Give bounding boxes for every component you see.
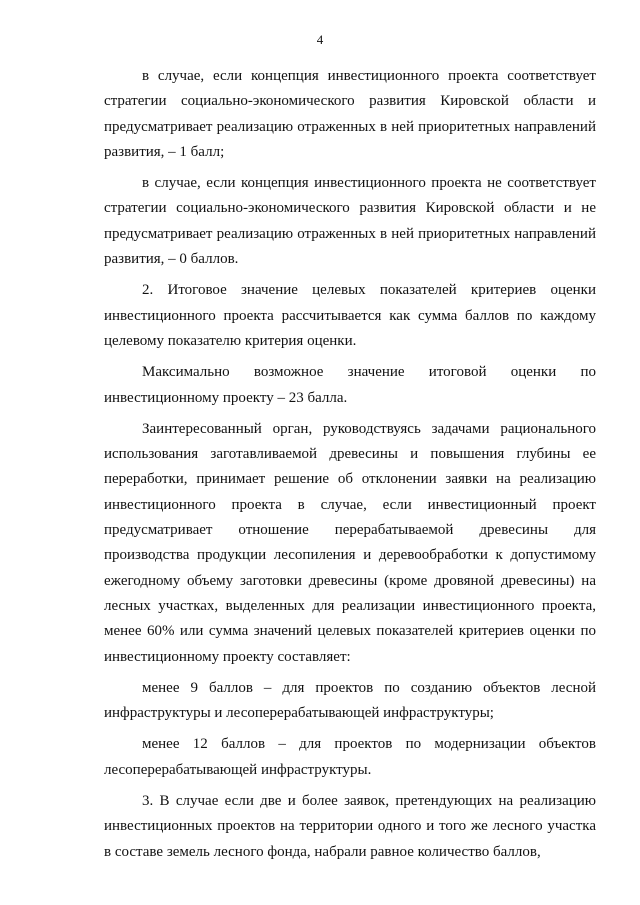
paragraph-threshold-infrastructure: менее 9 баллов – для проектов по созданию объектов лесной инфраструктуры и лесоперерабатывающей инфраструктуры; xyxy=(104,679,596,722)
page-number: 4 xyxy=(316,32,324,47)
paragraph-section-2: 2. Итоговое значение целевых показателей критериев оценки инвестиционного проекта рассчитывается как сумма баллов по каждому целевому показателю критерия оценки. xyxy=(104,282,596,349)
paragraph-criterion-0-points: в случае, если концепция инвестиционного проекта не соответствует стратегии социально-экономического развития Кировской области и не предусматривает реализацию отраженных в ней приоритетных направлений развития, – 0 баллов. xyxy=(104,175,596,268)
paragraph-max-score: Максимально возможное значение итоговой оценки по инвестиционному проекту – 23 балла. xyxy=(104,364,596,406)
paragraph-threshold-modernization: менее 12 баллов – для проектов по модернизации объектов лесоперерабатывающей инфраструктуры. xyxy=(104,736,596,778)
paragraph-rejection-rule: Заинтересованный орган, руководствуясь задачами рационального использования заготавливаемой древесины и повышения глубины ее переработки, принимает решение об отклонении заявки на реализацию инвестиционного проекта в случае, если инвестиционный проект предусматривает отношение перерабатываемой древесины для производства продукции лесопиления и деревообработки к допустимому ежегодному объему заготовки древесины (кроме дровяной древесины) на лесных участках, выделенных для реализации инвестиционного проекта, менее 60% или сумма значений целевых показателей критериев оценки по инвестиционному проекту составляет: xyxy=(104,420,596,665)
paragraph-section-3: 3. В случае если две и более заявок, претендующих на реализацию инвестиционных проектов на территории одного и того же лесного участка в составе земель лесного фонда, набрали равное количество баллов, xyxy=(104,793,596,860)
paragraph-criterion-1-point: в случае, если концепция инвестиционного проекта соответствует стратегии социально-экономического развития Кировской области и предусматривает реализацию отраженных в ней приоритетных направлений развития, – 1 балл; xyxy=(104,68,596,160)
document-body xyxy=(104,64,596,871)
